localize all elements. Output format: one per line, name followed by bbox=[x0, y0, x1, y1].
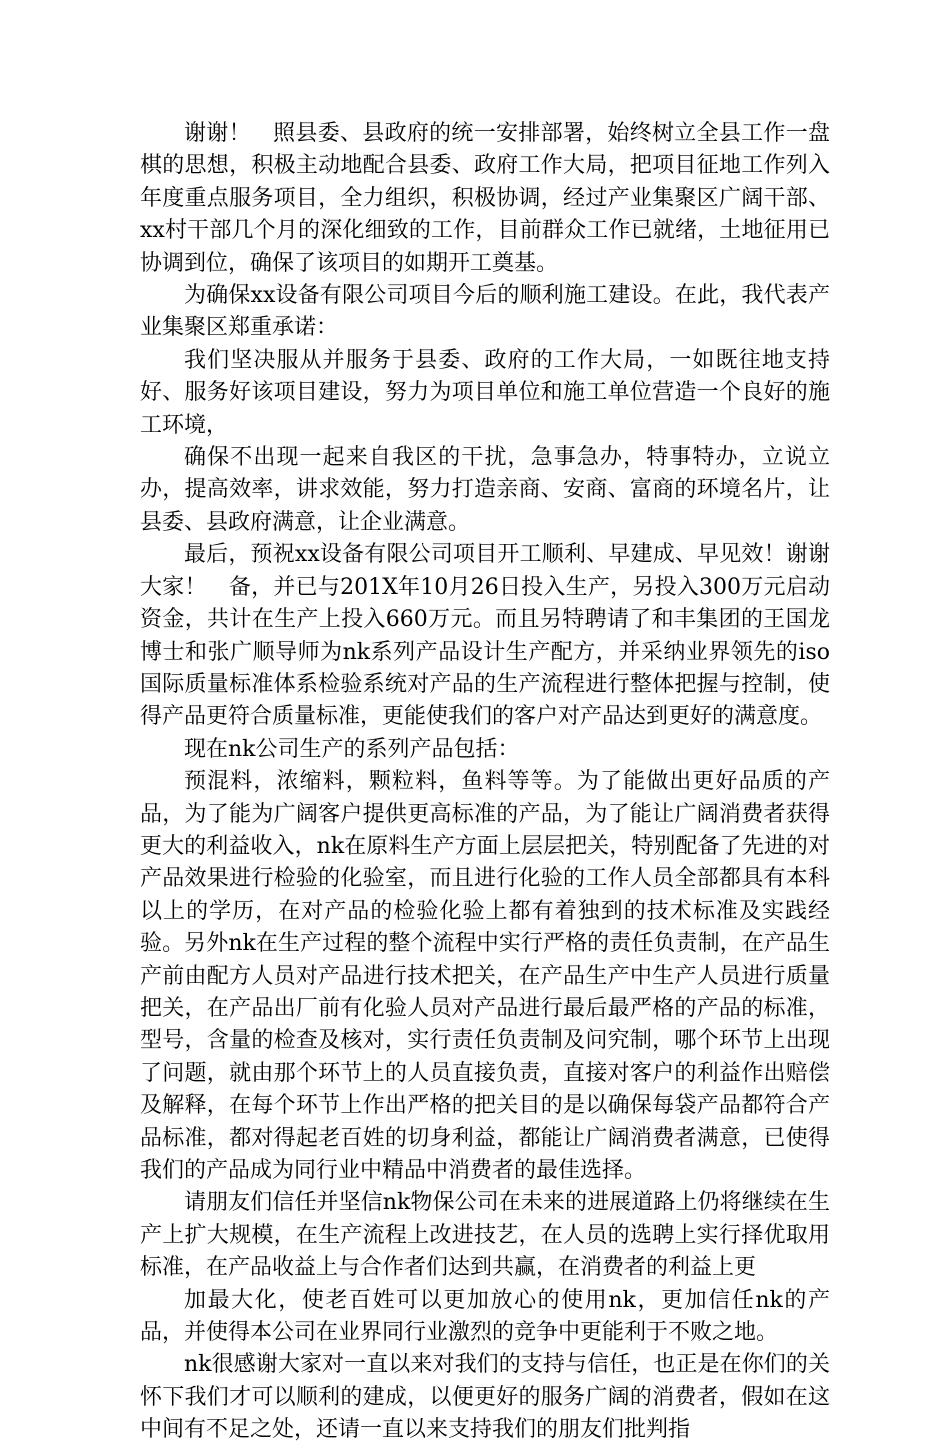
paragraph-3: 我们坚决服从并服务于县委、政府的工作大局，一如既往地支持好、服务好该项目建设，努力为项目单位和施工单位营造一个良好的施工环境， bbox=[140, 347, 830, 438]
paragraph-5: 最后，预祝xx设备有限公司项目开工顺利、早建成、早见效！谢谢大家！ 备，并已与201X年10月26日投入生产，另投入300万元启动资金，共计在生产上投入660万元。而且另特聘请了和丰集团的王国龙博士和张广顺导师为nk系列产品设计生产配方，并采纳业界领先的iso国际质量标准体系检验系统对产品的生产流程进行整体把握与控制，使得产品更符合质量标准，更能使我们的客户对产品达到更好的满意度。 bbox=[140, 542, 830, 730]
paragraph-6: 现在nk公司生产的系列产品包括： bbox=[184, 736, 520, 762]
paragraph-8: 请朋友们信任并坚信nk物保公司在未来的进展道路上仍将继续在生产上扩大规模，在生产流程上改进技艺，在人员的选聘上实行择优取用标准，在产品收益上与合作者们达到共赢，在消费者的利益上更 bbox=[140, 1190, 830, 1281]
paragraph-2: 为确保xx设备有限公司项目今后的顺利施工建设。在此，我代表产业集聚区郑重承诺： bbox=[140, 283, 830, 341]
paragraph-7: 预混料，浓缩料，颗粒料，鱼料等等。为了能做出更好品质的产品，为了能为广阔客户提供更高标准的产品，为了能让广阔消费者获得更大的利益收入，nk在原料生产方面上层层把关，特别配备了先进的对产品效果进行检验的化验室，而且进行化验的工作人员全部都具有本科以上的学历，在对产品的检验化验上都有着独到的技术标准及实践经验。另外nk在生产过程的整个流程中实行严格的责任负责制，在产品生产前由配方人员对产品进行技术把关，在产品生产中生产人员进行质量把关，在产品出厂前有化验人员对产品进行最后最严格的产品的标准，型号，含量的检查及核对，实行责任负责制及问究制，哪个环节上出现了问题，就由那个环节上的人员直接负责，直接对客户的利益作出赔偿及解释，在每个环节上作出严格的把关目的是以确保每袋产品都符合产品标准，都对得起老百姓的切身利益，都能让广阔消费者满意，已使得我们的产品成为同行业中精品中消费者的最佳选择。 bbox=[140, 769, 830, 1183]
document-body bbox=[140, 118, 830, 1447]
paragraph-1: 谢谢！ 照县委、县政府的统一安排部署，始终树立全县工作一盘棋的思想，积极主动地配合县委、政府工作大局，把项目征地工作列入年度重点服务项目，全力组织，积极协调，经过产业集聚区广阔干部、xx村干部几个月的深化细致的工作，目前群众工作已就绪，土地征用已协调到位，确保了该项目的如期开工奠基。 bbox=[140, 121, 830, 276]
paragraph-9: 加最大化，使老百姓可以更加放心的使用nk，更加信任nk的产品，并使得本公司在业界同行业激烈的竞争中更能利于不败之地。 bbox=[140, 1287, 830, 1346]
paragraph-4: 确保不出现一起来自我区的干扰，急事急办，特事特办，立说立办，提高效率，讲求效能，努力打造亲商、安商、富商的环境名片，让县委、县政府满意，让企业满意。 bbox=[140, 445, 830, 535]
paragraph-10: nk很感谢大家对一直以来对我们的支持与信任，也正是在你们的关怀下我们才可以顺利的建成，以便更好的服务广阔的消费者，假如在这中间有不足之处，还请一直以来支持我们的朋友们批判指 bbox=[140, 1352, 830, 1443]
